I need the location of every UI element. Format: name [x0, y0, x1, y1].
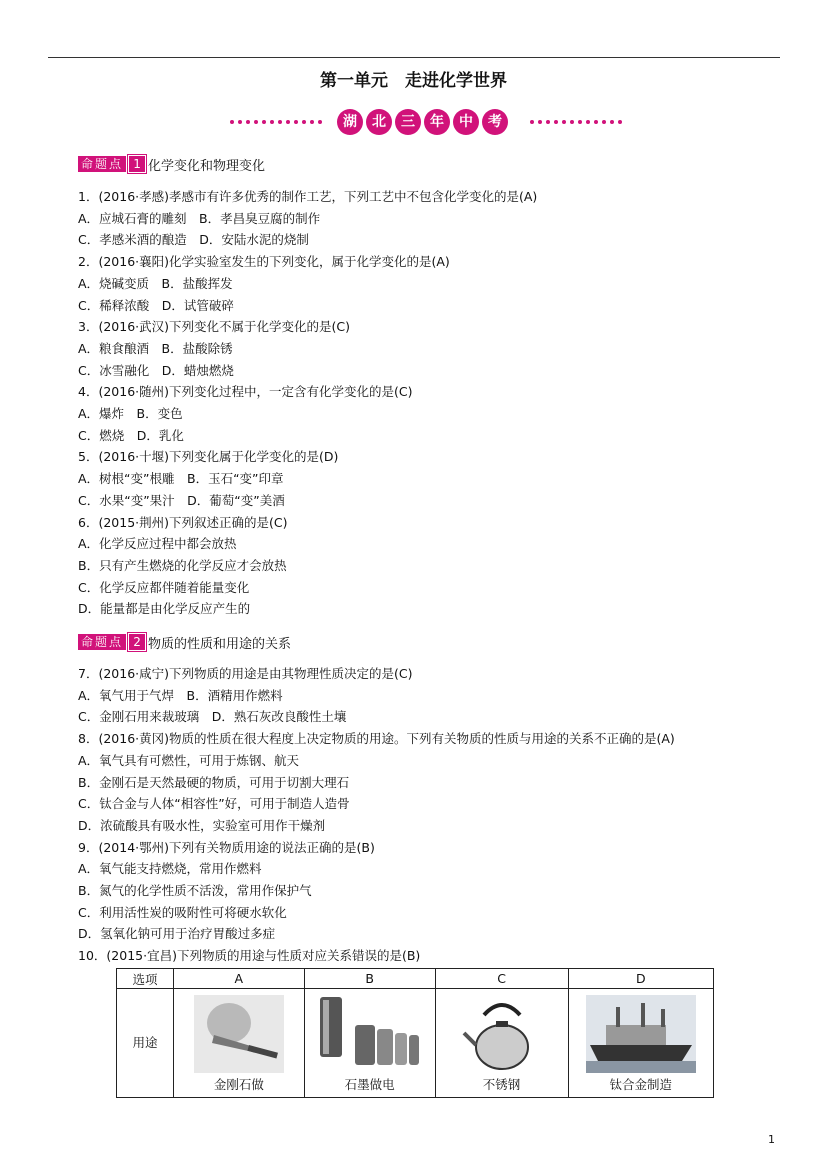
topic-number: 2 [128, 633, 146, 651]
banner-char: 考 [482, 109, 508, 135]
topic-point-1 [78, 155, 265, 173]
question-line: A．树根“变”根雕 B．玉石“变”印章 [78, 471, 284, 487]
question-line: C．孝感米酒的酿造 D．安陆水泥的烧制 [78, 232, 309, 248]
question-line: 1．(2016·孝感)孝感市有许多优秀的制作工艺，下列工艺中不包含化学变化的是(A) [78, 189, 538, 204]
topic-label: 命题点 [78, 156, 126, 172]
question-line: 4．(2016·随州)下列变化过程中，一定含有化学变化的是(C) [78, 384, 413, 400]
table-row-label: 用途 [117, 989, 174, 1098]
question-line: C．稀释浓酸 D．试管破碎 [78, 297, 234, 313]
question-line: 7．(2016·咸宁)下列物质的用途是由其物理性质决定的是(C) [78, 666, 413, 681]
question-line: A．化学反应过程中都会放热 [78, 536, 237, 552]
question-line: A．粮食酿酒 B．盐酸除锈 [78, 340, 233, 356]
cell-d-caption: 钛合金制造 [609, 1077, 673, 1092]
question-line: 10．(2015·宜昌)下列物质的用途与性质对应关系错误的是(B) [78, 948, 421, 964]
question-line: C．金刚石用来裁玻璃 D．熟石灰改良酸性土壤 [78, 709, 347, 725]
question-line: A．氧气能支持燃烧，常用作燃料 [78, 861, 262, 877]
question-line: 2．(2016·襄阳)化学实验室发生的下列变化，属于化学变化的是(A) [78, 254, 450, 270]
question-line: C．冰雪融化 D．蜡烛燃烧 [78, 362, 234, 378]
table-header-option: 选项 [117, 969, 174, 989]
topic-point-2 [78, 633, 291, 651]
banner-char: 年 [424, 109, 450, 135]
cell-a [174, 989, 305, 1098]
question-line: D．氢氧化钠可用于治疗胃酸过多症 [78, 926, 276, 942]
banner-char: 北 [366, 109, 392, 135]
cell-d [568, 989, 713, 1098]
cell-a-caption: 金刚石做 [213, 1077, 264, 1092]
question-line: D．浓硫酸具有吸水性，实验室可用作干燥剂 [78, 817, 326, 833]
banner-char: 湖 [337, 109, 363, 135]
question-line: D．能量都是由化学反应产生的 [78, 601, 251, 617]
question-line: A．氧气用于气焊 B．酒精用作燃料 [78, 687, 283, 703]
question-line: B．金刚石是天然最硬的物质，可用于切割大理石 [78, 774, 350, 790]
table-header-a: A [174, 969, 305, 989]
question-line: C．利用活性炭的吸附性可将硬水软化 [78, 904, 287, 920]
question-line: C．水果“变”果汁 D．葡萄“变”美酒 [78, 492, 285, 508]
question-line: 5．(2016·十堰)下列变化属于化学变化的是(D) [78, 449, 339, 465]
banner-dots-right [530, 120, 630, 124]
page-number: 1 [768, 1133, 775, 1146]
question-line: A．爆炸 B．变色 [78, 406, 183, 421]
cell-c [435, 989, 568, 1098]
kettle-image [462, 995, 542, 1073]
banner-dots-left [230, 120, 330, 124]
question-line: C．化学反应都伴随着能量变化 [78, 579, 250, 595]
table-header-b: B [304, 969, 435, 989]
topic-title: 化学变化和物理变化 [148, 158, 266, 174]
question-line: A．烧碱变质 B．盐酸挥发 [78, 275, 233, 291]
banner-char: 中 [453, 109, 479, 135]
banner-char: 三 [395, 109, 421, 135]
question-line: B．氮气的化学性质不活泼，常用作保护气 [78, 883, 312, 898]
banner-characters [337, 107, 508, 137]
table-header-c: C [435, 969, 568, 989]
question-line: 6．(2015·荆州)下列叙述正确的是(C) [78, 514, 288, 530]
cell-b [304, 989, 435, 1098]
cell-b-caption: 石墨做电 [344, 1077, 395, 1092]
question-line: 3．(2016·武汉)下列变化不属于化学变化的是(C) [78, 319, 350, 335]
question-line: 8．(2016·黄冈)物质的性质在很大程度上决定物质的用途。下列有关物质的性质与用途的关系不正确的是(A) [78, 731, 675, 747]
batteries-image [315, 995, 425, 1073]
section-banner [230, 107, 630, 137]
topic-number: 1 [128, 155, 146, 173]
table-header-d: D [568, 969, 713, 989]
header-rule [48, 57, 780, 58]
topic-title: 物质的性质和用途的关系 [148, 636, 292, 652]
question-line: A．应城石膏的雕刻 B．孝昌臭豆腐的制作 [78, 210, 321, 226]
page-title: 第一单元 走进化学世界 [320, 71, 507, 91]
question-line: A．氧气具有可燃性，可用于炼钢、航天 [78, 752, 300, 768]
ship-image [586, 995, 696, 1073]
topic-label: 命题点 [78, 634, 126, 650]
question-line: C．燃烧 D．乳化 [78, 427, 184, 443]
question-line: B．只有产生燃烧的化学反应才会放热 [78, 557, 287, 573]
question-line: C．钛合金与人体“相容性”好，可用于制造人造骨 [78, 796, 350, 812]
options-table [116, 968, 714, 1098]
diamond-cutter-image [194, 995, 284, 1073]
question-line: 9．(2014·鄂州)下列有关物质用途的说法正确的是(B) [78, 839, 375, 855]
cell-c-caption: 不锈钢 [482, 1077, 521, 1092]
